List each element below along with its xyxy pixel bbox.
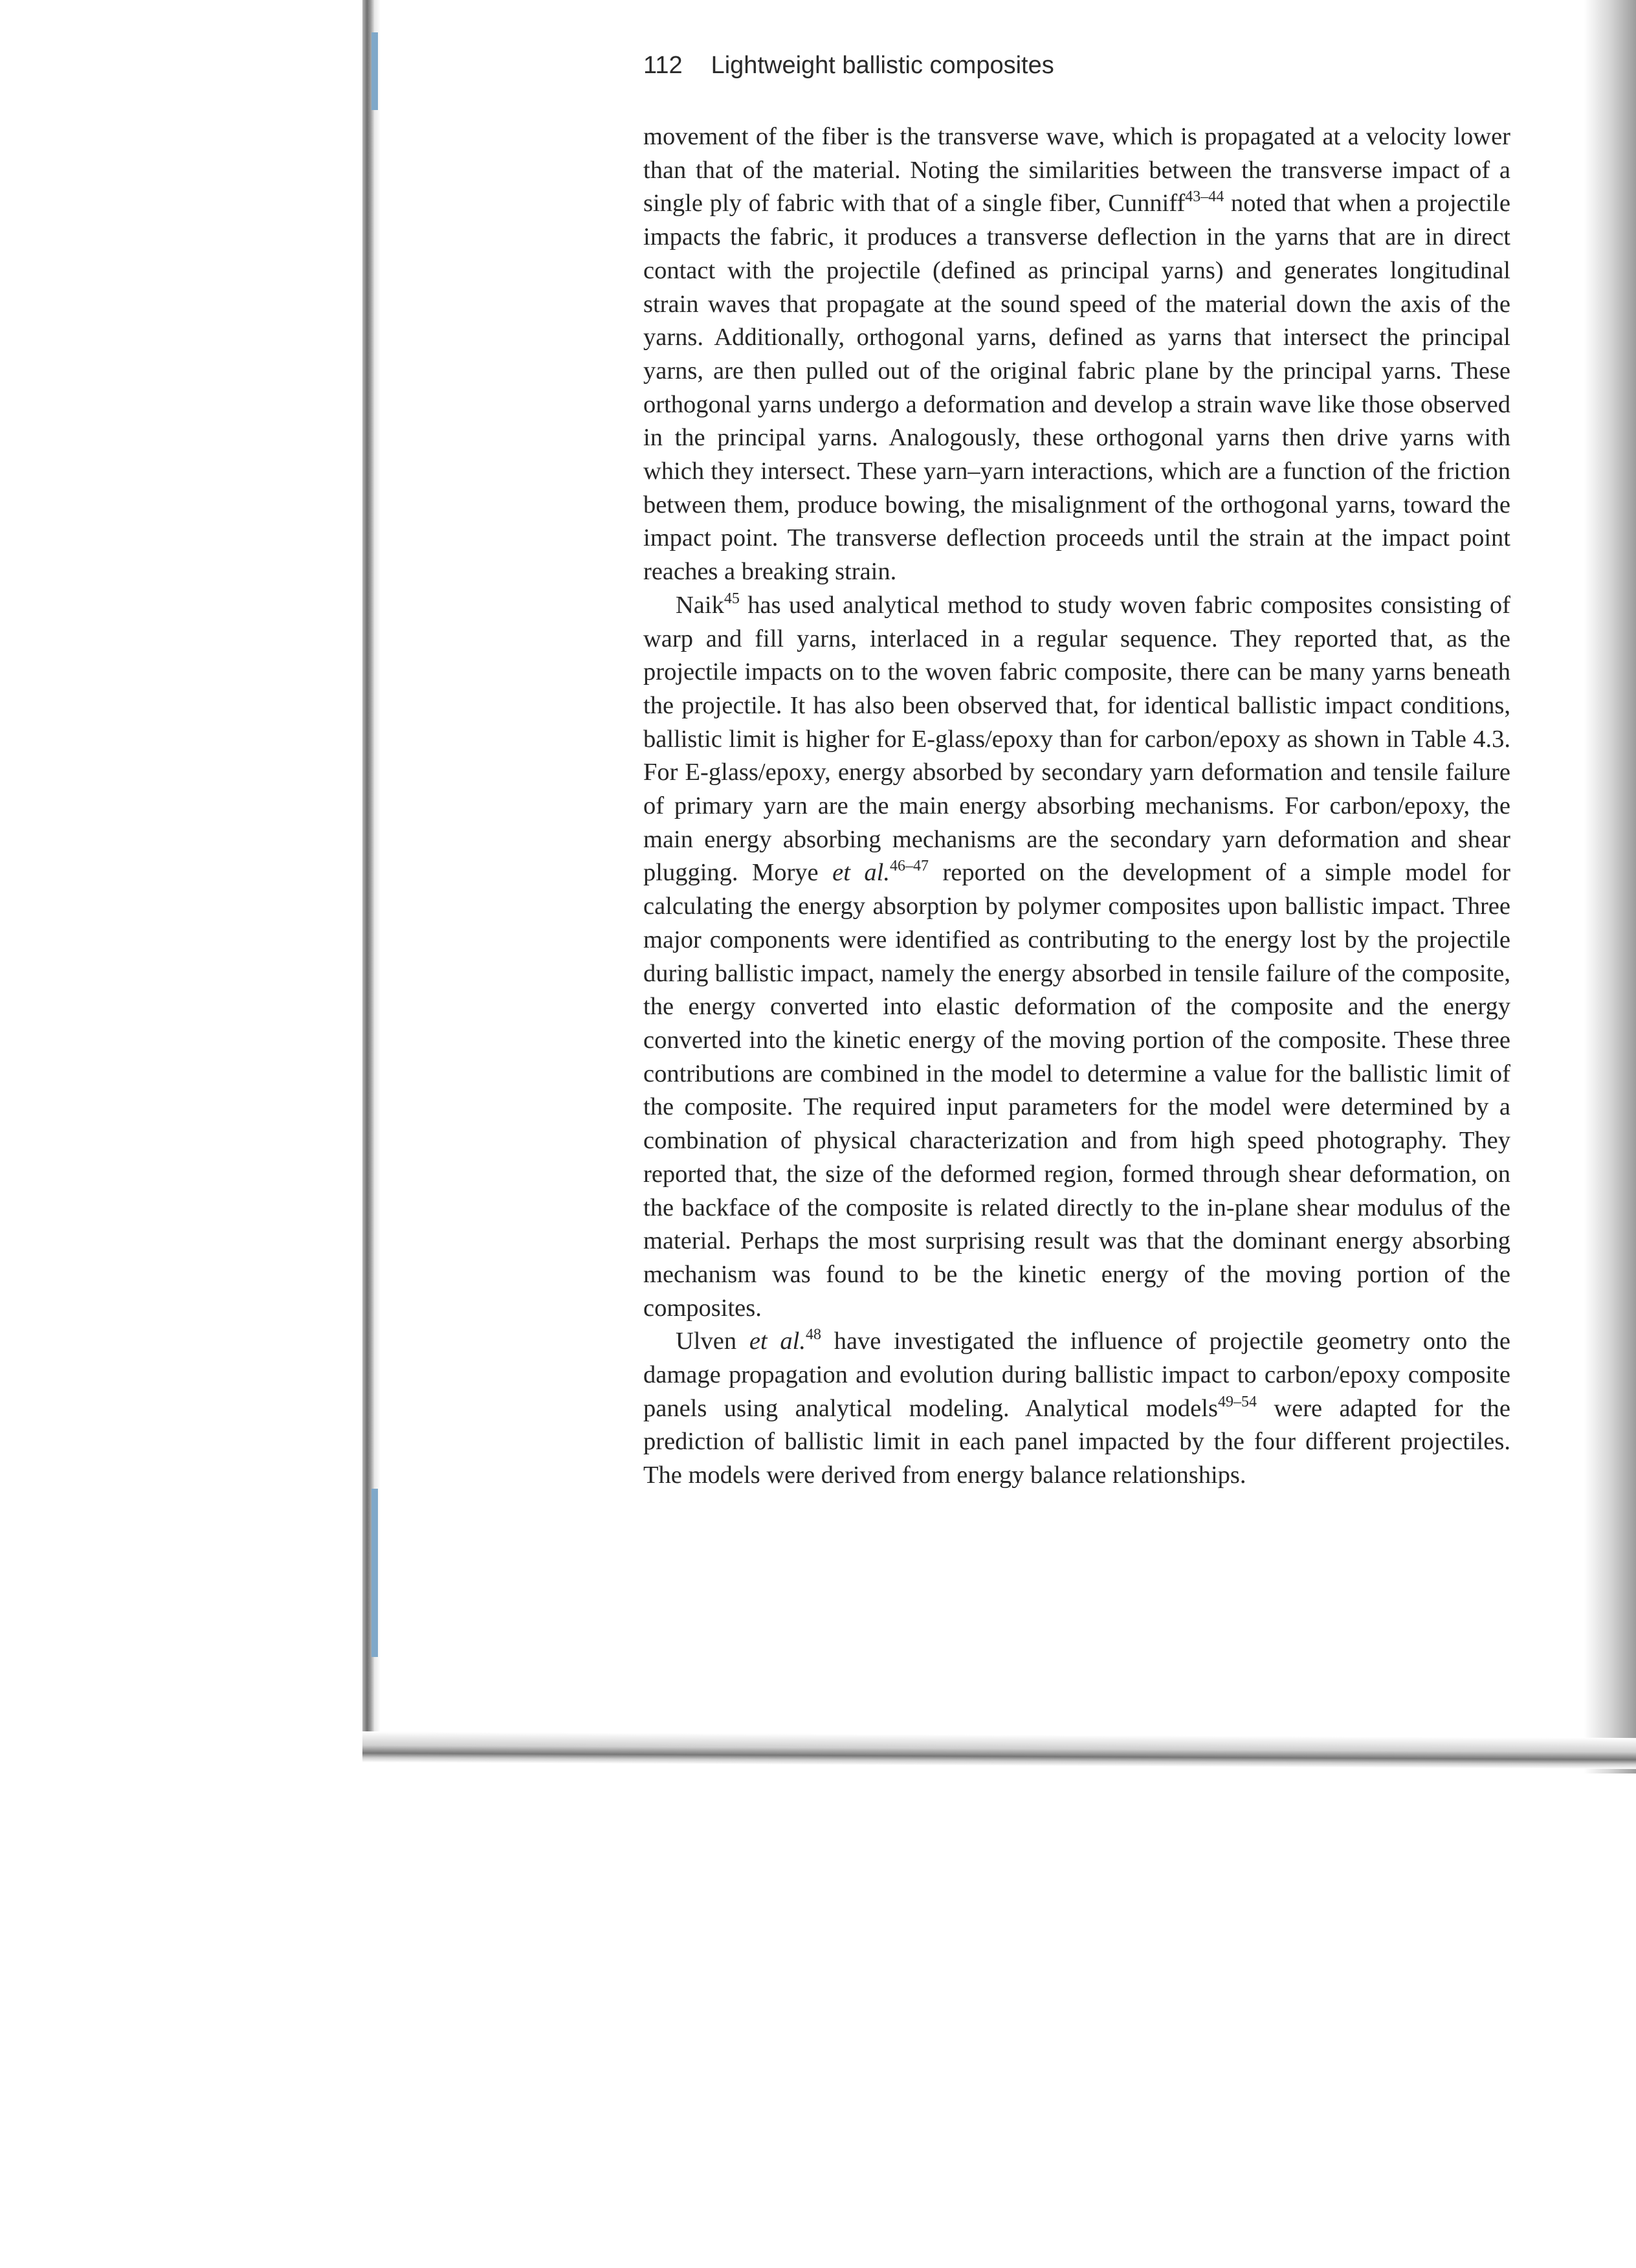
- right-page-edge-shadow: [1584, 0, 1636, 1773]
- paragraph-1: [643, 120, 1510, 589]
- binding-color-strip-top: [371, 32, 378, 110]
- citation-superscript: 45: [724, 590, 740, 607]
- italic-et-al: et al.: [832, 859, 890, 887]
- text-segment: Naik: [676, 591, 724, 619]
- text-segment: reported on the development of a simple model for calculating the energy absorption by polymer composites upon ballistic impact. Three major components were identified as contributing to the energy lost by the projectile during ballistic impact, namely the energy absorbed in tensile failure of the composite, the energy converted into elastic deformation of the composite and the energy converted into the kinetic energy of the moving portion of the composite. These three contributions are combined in the model to determine a value for the ballistic limit of the composite. The required input parameters for the model were determined by a combination of physical characterization and from high speed photography. They reported that, the size of the deformed region, formed through shear deformation, on the backface of the composite is related directly to the in-plane shear modulus of the material. Perhaps the most surprising result was that the dominant energy absorbing mechanism was found to be the kinetic energy of the moving portion of the composites.: [643, 859, 1510, 1322]
- page-number: 112: [643, 52, 683, 79]
- bottom-page-edge: [362, 1731, 1636, 1769]
- citation-superscript: 49–54: [1217, 1393, 1257, 1410]
- running-title: Lightweight ballistic composites: [711, 52, 1054, 79]
- body-text: [643, 120, 1510, 1493]
- paragraph-3: [643, 1325, 1510, 1493]
- text-segment: noted that when a projectile impacts the fabric, it produces a transverse deflection in the yarns that are in direct contact with the projectile (defined as principal yarns) and generates longitudinal strain waves that propagate at the sound speed of the material down the axis of the yarns. Additionally, orthogonal yarns, defined as yarns that intersect the principal yarns, are then pulled out of the original fabric plane by the principal yarns. These orthogonal yarns undergo a deformation and develop a strain wave like those observed in the principal yarns. Analogously, these orthogonal yarns then drive yarns with which they intersect. These yarn–yarn interactions, which are a function of the friction between them, produce bowing, the misalignment of the orthogonal yarns, toward the impact point. The transverse deflection proceeds until the strain at the impact point reaches a breaking strain.: [643, 190, 1510, 586]
- citation-superscript: 48: [805, 1326, 821, 1344]
- text-segment: movement of the fiber is the transverse wave, which is propagated at a velocity lower than that of the material. Noting the similarities between the transverse impact of a single ply of fabric with that of a single fiber, Cunniff: [643, 123, 1510, 217]
- text-segment: has used analytical method to study woven fabric composites consisting of warp and fill yarns, interlaced in a regular sequence. They reported that, as the projectile impacts on to the woven fabric composite, there can be many yarns beneath the projectile. It has also been observed that, for identical ballistic impact conditions, ballistic limit is higher for E-glass/epoxy than for carbon/epoxy as shown in Table 4.3. For E-glass/epoxy, energy absorbed by secondary yarn deformation and tensile failure of primary yarn are the main energy absorbing mechanisms. For carbon/epoxy, the main energy absorbing mechanisms are the secondary yarn deformation and shear plugging. Morye: [643, 591, 1510, 887]
- citation-superscript: 43–44: [1185, 188, 1224, 206]
- running-header: [643, 52, 1054, 80]
- italic-et-al: et al.: [749, 1328, 806, 1355]
- text-segment: Ulven: [676, 1328, 749, 1355]
- citation-superscript: 46–47: [890, 858, 929, 875]
- binding-color-strip-bottom: [371, 1489, 378, 1657]
- text-segment: were adapted for the prediction of ballistic limit in each panel impacted by the four different projectiles. The models were derived from energy balance relationships.: [643, 1394, 1510, 1489]
- text-segment: have investigated the influence of projectile geometry onto the damage propagation and evolution during ballistic impact to carbon/epoxy composite panels using analytical modeling. Analytical models: [643, 1328, 1510, 1422]
- paragraph-2: [643, 589, 1510, 1325]
